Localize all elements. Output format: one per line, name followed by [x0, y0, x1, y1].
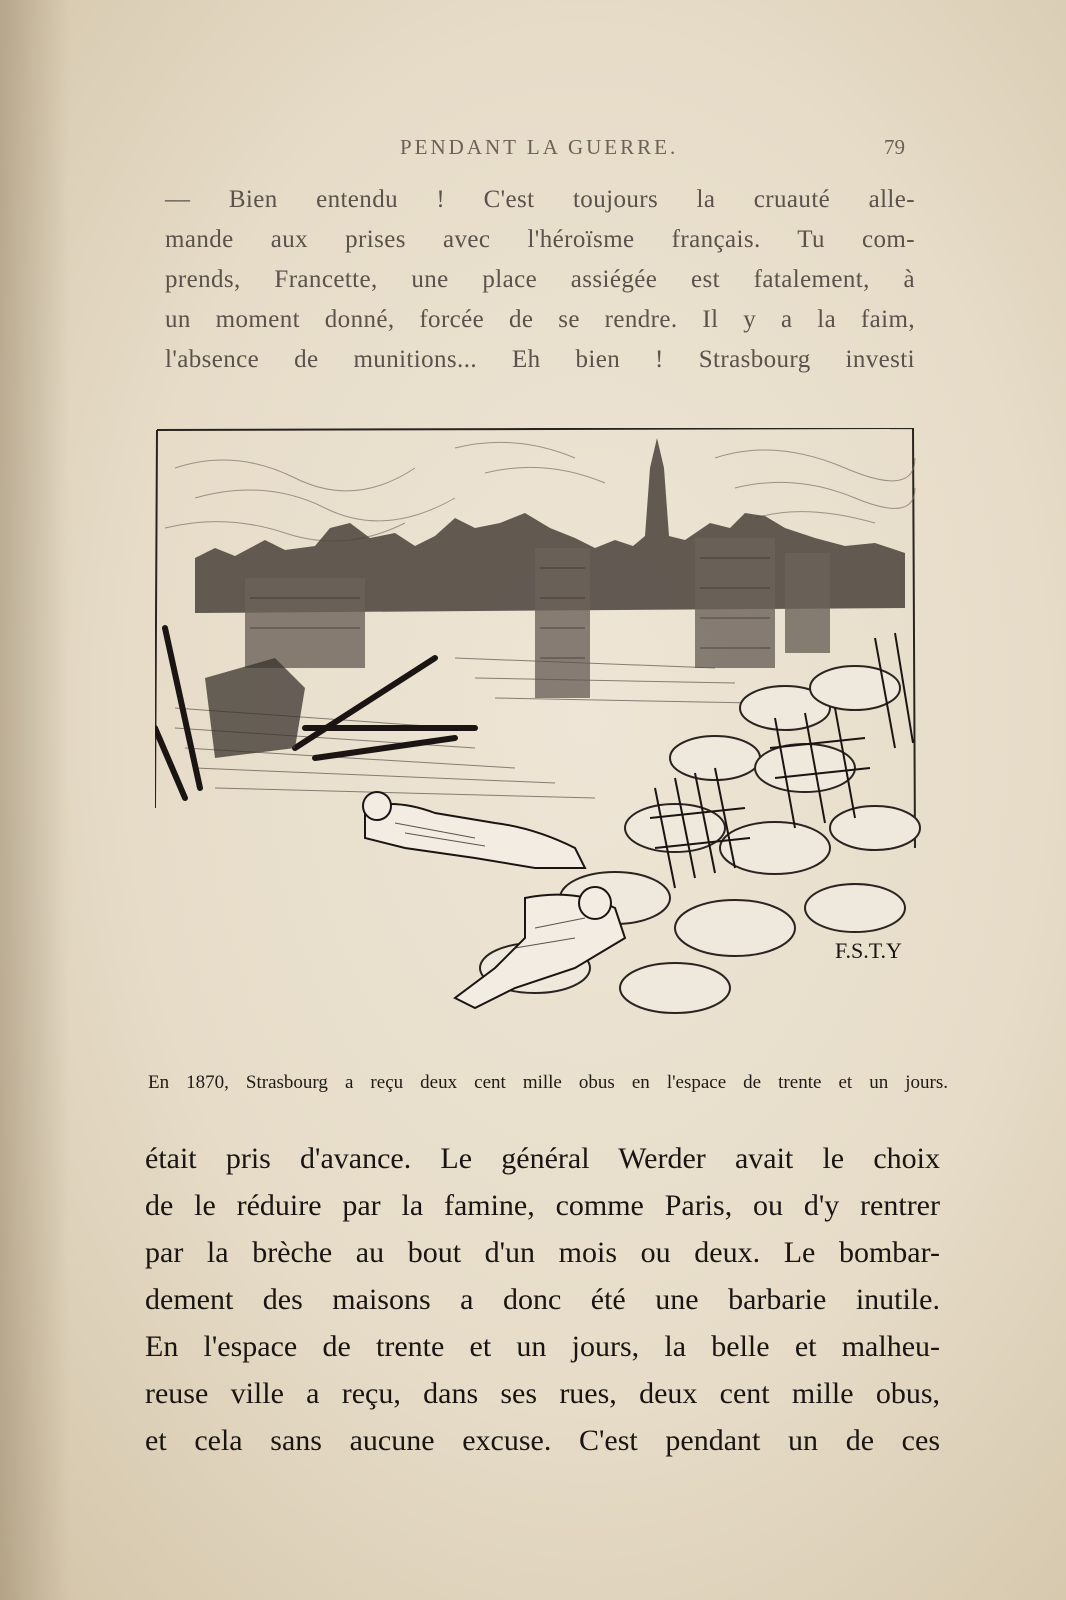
- page-number: 79: [884, 135, 905, 159]
- paragraph-bottom: [145, 1135, 940, 1464]
- text-line: l'absence de munitions... Eh bien ! Strasbourg investi: [165, 346, 915, 373]
- text-line: de le réduire par la famine, comme Paris, ou d'y rentrer: [145, 1189, 940, 1222]
- text-line: En l'espace de trente et un jours, la belle et malheu-: [145, 1330, 940, 1363]
- text-line: mande aux prises avec l'héroïsme français. Tu com-: [165, 226, 915, 253]
- text-line: et cela sans aucune excuse. C'est pendant un de ces: [145, 1424, 940, 1457]
- artist-signature: F.S.T.Y: [835, 938, 902, 963]
- text-line: prends, Francette, une place assiégée est fatalement, à: [165, 266, 915, 293]
- illustration-caption: En 1870, Strasbourg a reçu deux cent mille obus en l'espace de trente et un jours.: [148, 1072, 948, 1093]
- text-line: un moment donné, forcée de se rendre. Il y a la faim,: [165, 306, 915, 333]
- text-line: reuse ville a reçu, dans ses rues, deux cent mille obus,: [145, 1377, 940, 1410]
- running-title: PENDANT LA GUERRE.: [400, 135, 679, 159]
- paragraph-top: [165, 180, 915, 380]
- engraving-drawing: [155, 428, 935, 1038]
- text-line: par la brèche au bout d'un mois ou deux. Le bombar-: [145, 1236, 940, 1269]
- text-line: dement des maisons a donc été une barbarie inutile.: [145, 1283, 940, 1316]
- text-line: — Bien entendu ! C'est toujours la cruauté alle-: [165, 186, 915, 213]
- running-head: [165, 130, 915, 170]
- text-line: était pris d'avance. Le général Werder avait le choix: [145, 1142, 940, 1175]
- engraving-ruined-city: [155, 428, 935, 1038]
